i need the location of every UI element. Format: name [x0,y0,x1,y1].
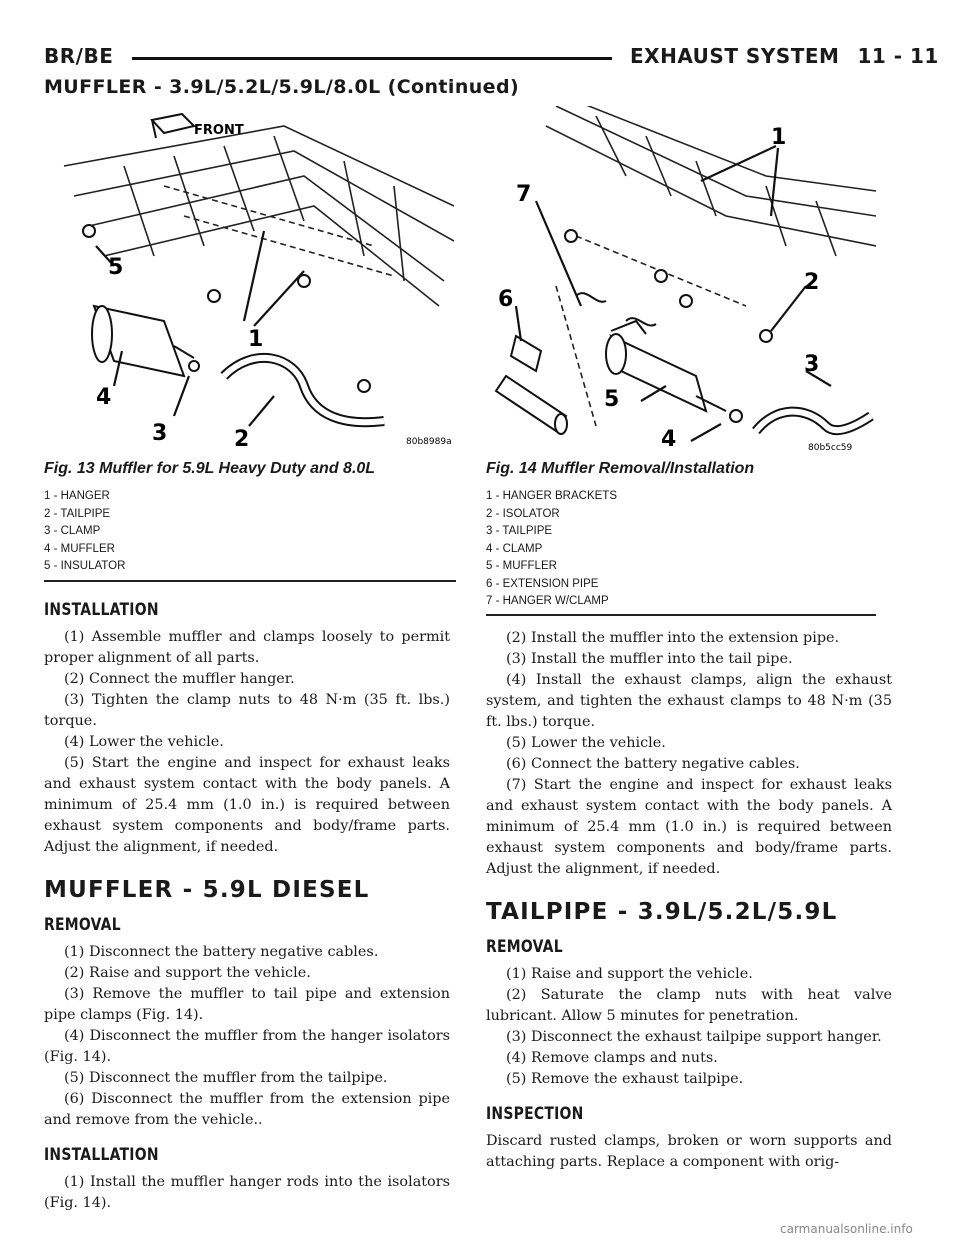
fig13-callout-5: 5 [108,255,124,280]
removal-step: (3) Remove the muffler to tail pipe and extension pipe clamps (Fig. 14). [44,986,450,1023]
header-model: BR/BE [44,44,114,68]
fig13-callout-1: 1 [248,327,264,352]
inspection-heading: INSPECTION [486,1104,584,1124]
fig14-legend-item: 6 - EXTENSION PIPE [486,577,599,590]
fig14-callout-2: 2 [804,270,820,295]
figure-13-illustration [44,106,454,456]
fig14-callout-6: 6 [498,287,514,312]
install-step: (5) Start the engine and inspect for exhaust leaks and exhaust system contact with the body panels. A minimum of 25.4 mm (1.0 in.) is required between exhaust system components and body/frame parts. Adjust the alignment, if needed. [44,755,450,855]
fig14-legend [486,488,617,611]
fig14-legend-item: 2 - ISOLATOR [486,507,560,520]
fig14-legend-item: 5 - MUFFLER [486,560,557,572]
frame-rails [546,106,876,426]
fig13-legend-item: 3 - CLAMP [44,525,101,537]
install-step: (4) Lower the vehicle. [64,734,224,750]
fig13-legend-item: 1 - HANGER [44,490,110,502]
footer-watermark: carmanualsonline.info [780,1222,913,1236]
install-step: (3) Tighten the clamp nuts to 48 N·m (35 ft. lbs.) torque. [44,692,450,729]
install2-step: (3) Install the muffler into the tail pipe. [506,651,793,667]
fig14-callout-5: 5 [604,387,620,412]
removal-step: (2) Raise and support the vehicle. [64,965,311,981]
fig14-legend-item: 3 - TAILPIPE [486,525,553,537]
fig14-legend-item: 1 - HANGER BRACKETS [486,490,617,502]
left-column [44,600,450,1214]
muffler-shape [606,321,726,411]
fig13-legend-item: 2 - TAILPIPE [44,507,111,520]
header-page-number: 11 - 11 [857,44,939,68]
tailpipe-removal-step: (4) Remove clamps and nuts. [506,1050,718,1066]
fig13-legend-item: 5 - INSULATOR [44,560,126,572]
right-column [486,628,892,1173]
removal-step: (1) Disconnect the battery negative cables. [64,944,379,960]
install2-step: (6) Connect the battery negative cables. [506,756,800,772]
install-step: (1) Assemble muffler and clamps loosely to permit proper alignment of all parts. [44,629,450,666]
inspection-text: Discard rusted clamps, broken or worn supports and attaching parts. Replace a component with orig- [486,1133,892,1170]
tailpipe-removal-heading: REMOVAL [486,937,563,957]
tailpipe-removal-step: (2) Saturate the clamp nuts with heat valve lubricant. Allow 5 minutes for penetration. [486,987,892,1024]
fig13-callout-2: 2 [234,427,250,452]
front-arrow-icon [152,114,194,138]
fig14-legend-item: 4 - CLAMP [486,542,543,555]
muffler-shape [92,306,194,376]
fig14-callout-1: 1 [771,125,787,150]
install2-step: (4) Install the exhaust clamps, align the exhaust system, and tighten the exhaust clamps to 48 N·m (35 ft. lbs.) torque. [486,672,892,730]
fig14-caption: Fig. 14 Muffler Removal/Installation [486,460,755,477]
fig13-legend-item: 4 - MUFFLER [44,542,115,555]
tailpipe-removal-step: (3) Disconnect the exhaust tailpipe support hanger. [506,1029,882,1045]
fig14-legend-item: 7 - HANGER W/CLAMP [486,595,609,607]
installation-heading: INSTALLATION [44,600,159,620]
install2-step: (7) Start the engine and inspect for exhaust leaks and exhaust system contact with the body panels. A minimum of 25.4 mm (1.0 in.) is required between exhaust system components and body/frame parts. Adjust the alignment, if needed. [486,777,892,877]
removal-heading: REMOVAL [44,915,121,935]
header-section-title: EXHAUST SYSTEM [630,44,840,68]
fig13-rule [44,580,456,582]
figure-14-illustration [486,106,876,456]
fig14-callout-7: 7 [516,182,532,207]
removal-step: (4) Disconnect the muffler from the hanger isolators (Fig. 14). [44,1028,450,1065]
fig14-rule [486,614,876,616]
fig14-callout-4: 4 [661,427,677,452]
fig13-callout-4: 4 [96,385,112,410]
header-rule [132,57,612,60]
front-label: FRONT [194,123,244,138]
continued-title: MUFFLER - 3.9L/5.2L/5.9L/8.0L (Continued) [44,76,520,98]
install-step: (2) Connect the muffler hanger. [64,671,295,687]
removal-step: (6) Disconnect the muffler from the extension pipe and remove from the vehicle.. [44,1091,450,1128]
fig14-callout-3: 3 [804,352,820,377]
install2-step: (1) Install the muffler hanger rods into the isolators (Fig. 14). [44,1174,450,1211]
extension-pipe-shape [496,336,567,434]
tailpipe-removal-step: (5) Remove the exhaust tailpipe. [506,1071,744,1087]
diesel-section-heading: MUFFLER - 5.9L DIESEL [44,877,370,903]
removal-step: (5) Disconnect the muffler from the tailpipe. [64,1070,388,1086]
fig14-code: 80b5cc59 [808,443,853,453]
tailpipe-section-heading: TAILPIPE - 3.9L/5.2L/5.9L [486,899,838,925]
install2-step: (5) Lower the vehicle. [506,735,666,751]
header-section [630,44,939,68]
tailpipe-removal-step: (1) Raise and support the vehicle. [506,966,753,982]
fig13-caption: Fig. 13 Muffler for 5.9L Heavy Duty and 8.0L [44,460,376,477]
installation-heading-2: INSTALLATION [44,1145,159,1165]
install2-step: (2) Install the muffler into the extension pipe. [506,630,840,646]
fig13-code: 80b8989a [406,437,452,447]
fig13-legend [44,488,125,576]
fig13-callout-3: 3 [152,421,168,446]
